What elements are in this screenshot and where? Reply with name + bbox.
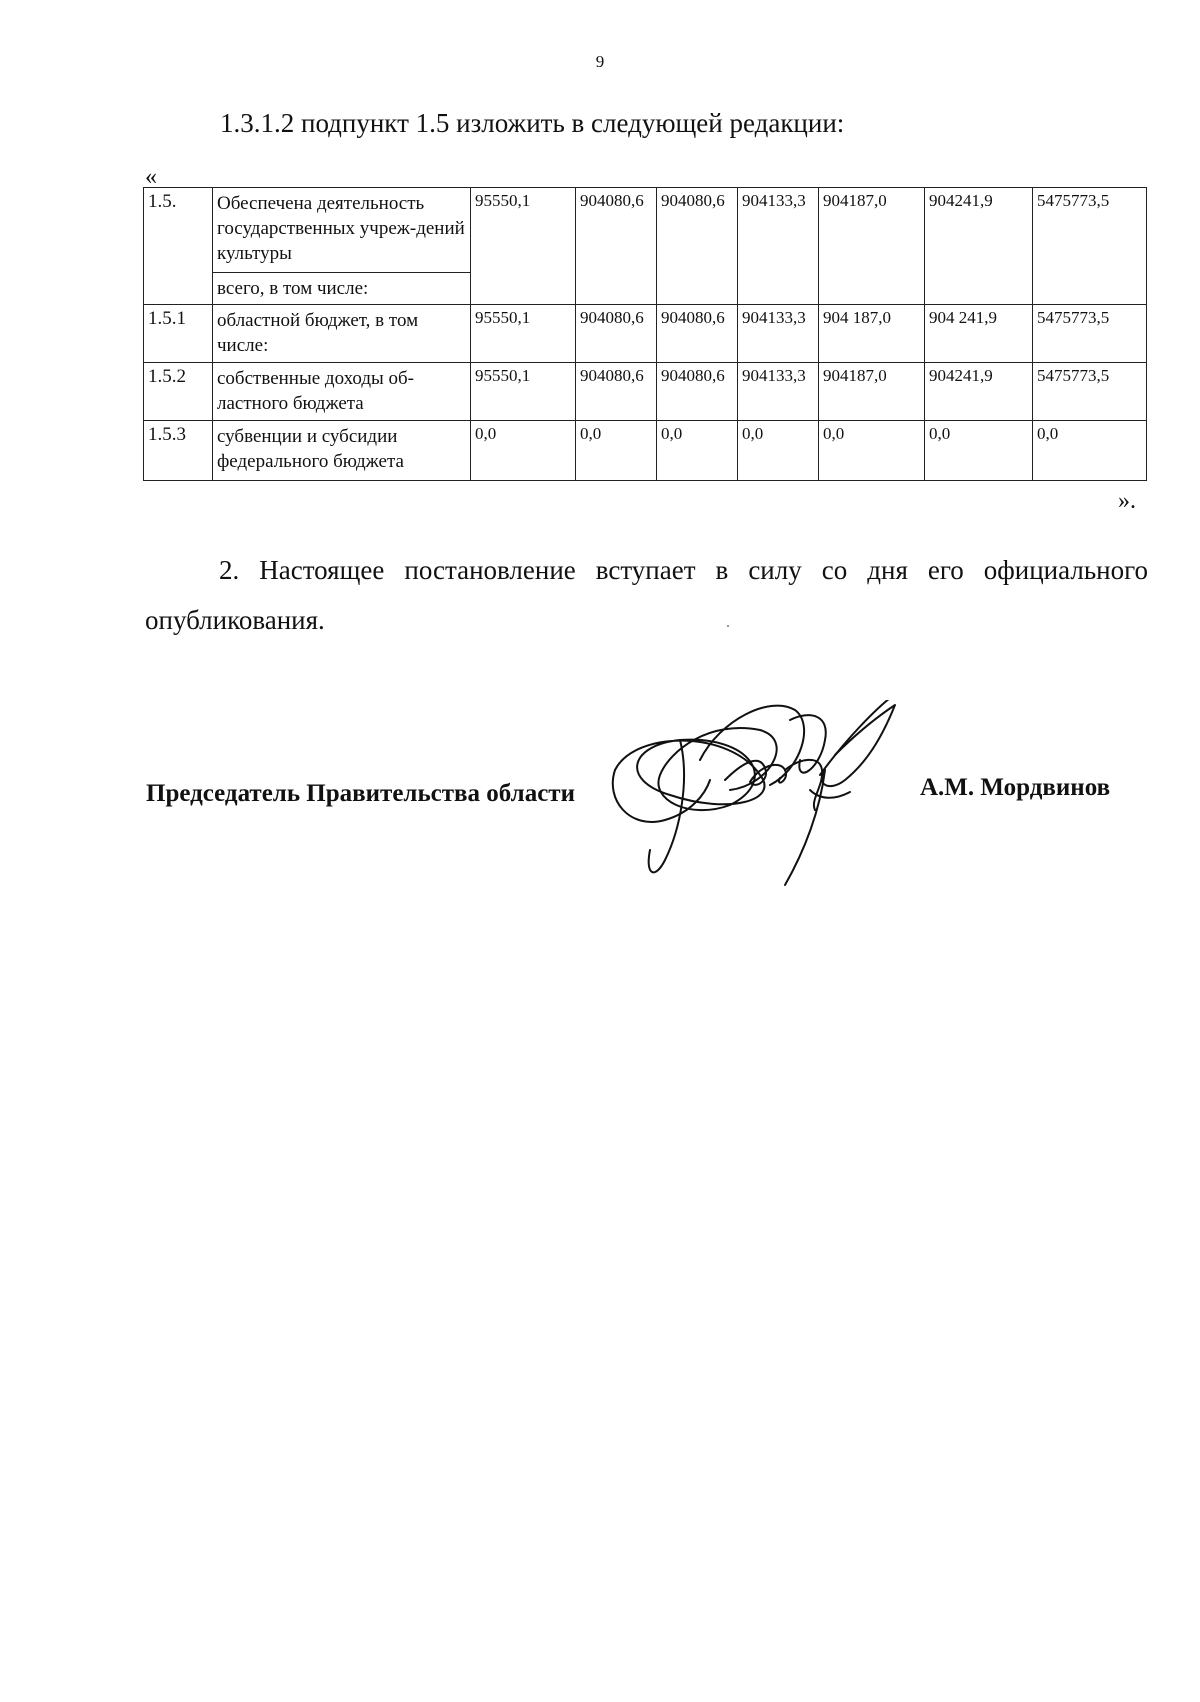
table-row [144, 363, 1147, 421]
row-name: Обеспечена деятельность государственных учреж-дений культуры [213, 188, 471, 273]
budget-table [143, 187, 1147, 481]
value-cell: 0,0 [576, 421, 657, 481]
value-cell: 95550,1 [471, 188, 576, 305]
value-cell: 904 241,9 [925, 305, 1033, 363]
value-cell: 904 187,0 [819, 305, 925, 363]
value-cell: 0,0 [1033, 421, 1147, 481]
value-cell: 0,0 [819, 421, 925, 481]
row-name: субвенции и субсидии федерального бюджета [213, 421, 471, 481]
page-number: 9 [595, 52, 605, 71]
signatory-name: А.М. Мордвинов [920, 774, 1111, 801]
value-cell: 904080,6 [576, 363, 657, 421]
value-cell: 5475773,5 [1033, 305, 1147, 363]
table-row [144, 421, 1147, 481]
row-code: 1.5.3 [144, 421, 213, 481]
value-cell: 904133,3 [738, 363, 819, 421]
row-name: собственные доходы об-ластного бюджета [213, 363, 471, 421]
decree-paragraph: 2. Настоящее постановление вступает в силу со дня его официального опубликования. [145, 555, 1148, 635]
row-name-subtotal: всего, в том числе: [213, 273, 471, 305]
value-cell: 904080,6 [576, 188, 657, 305]
row-code: 1.5. [144, 188, 213, 305]
handwritten-signature [610, 700, 940, 910]
opening-quote-mark: « [145, 164, 157, 190]
value-cell: 0,0 [738, 421, 819, 481]
value-cell: 904133,3 [738, 305, 819, 363]
value-cell: 0,0 [657, 421, 738, 481]
row-name: областной бюджет, в том числе: [213, 305, 471, 363]
row-code: 1.5.1 [144, 305, 213, 363]
value-cell: 0,0 [471, 421, 576, 481]
value-cell: 95550,1 [471, 363, 576, 421]
row-code: 1.5.2 [144, 363, 213, 421]
value-cell: 904080,6 [657, 363, 738, 421]
amendment-heading: 1.3.1.2 подпункт 1.5 изложить в следующей редакции: [220, 108, 845, 138]
signatory-title: Председатель Правительства области [146, 780, 575, 807]
value-cell: 95550,1 [471, 305, 576, 363]
closing-quote-mark: ». [1118, 488, 1136, 514]
value-cell: 904241,9 [925, 363, 1033, 421]
value-cell: 904133,3 [738, 188, 819, 305]
scan-speck [727, 625, 729, 627]
table-row [144, 188, 1147, 273]
value-cell: 0,0 [925, 421, 1033, 481]
value-cell: 904187,0 [819, 188, 925, 305]
value-cell: 904080,6 [657, 188, 738, 305]
value-cell: 5475773,5 [1033, 188, 1147, 305]
value-cell: 904241,9 [925, 188, 1033, 305]
value-cell: 5475773,5 [1033, 363, 1147, 421]
value-cell: 904187,0 [819, 363, 925, 421]
table-row [144, 305, 1147, 363]
value-cell: 904080,6 [576, 305, 657, 363]
value-cell: 904080,6 [657, 305, 738, 363]
